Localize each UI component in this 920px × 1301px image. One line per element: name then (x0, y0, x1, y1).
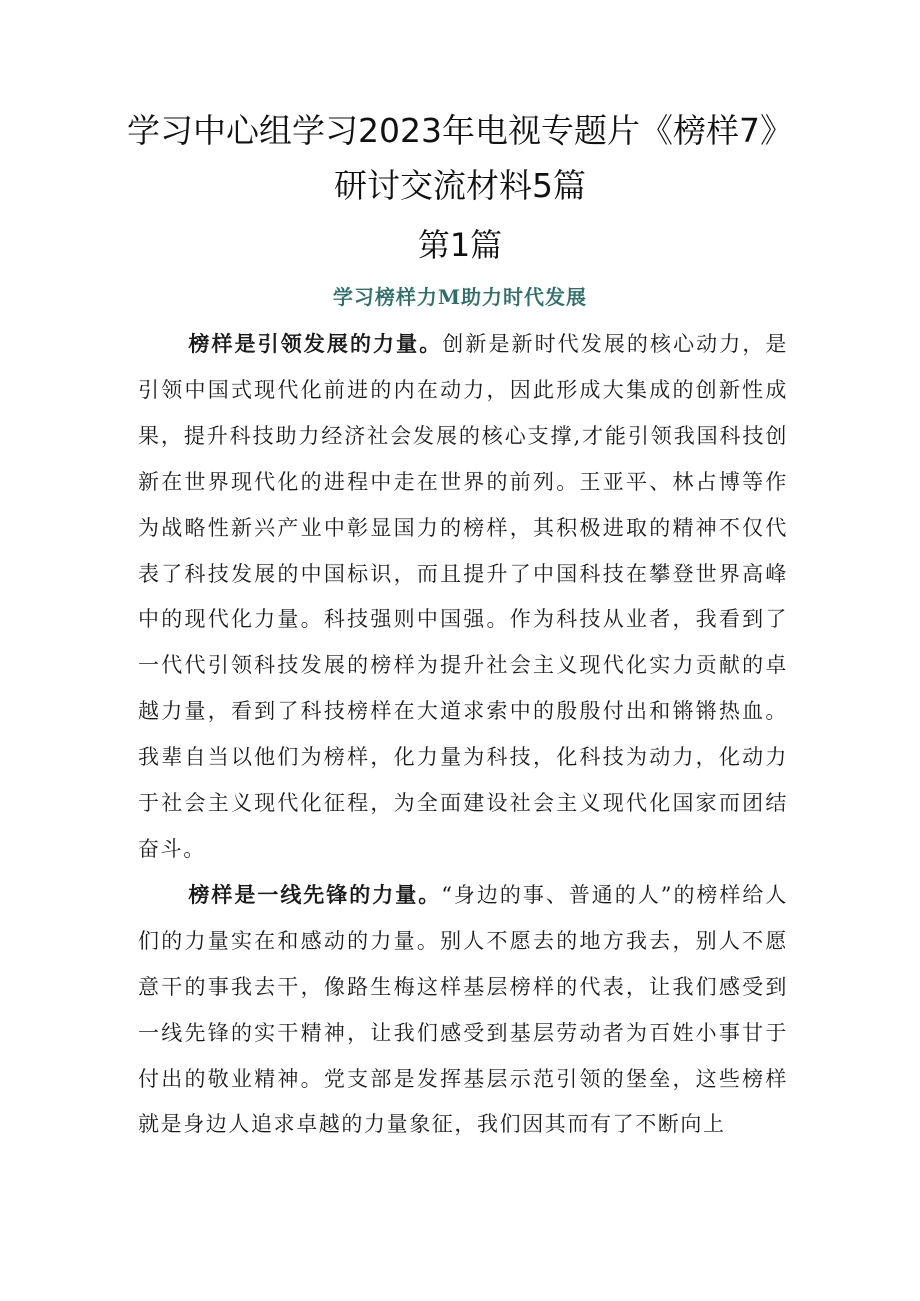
paragraph (138, 873, 788, 1148)
section-subtitle: 学习榜样力M助力时代发展 (332, 285, 588, 309)
paragraph (138, 322, 788, 873)
chapter-heading: 第1篇 (417, 226, 503, 264)
paragraph-text: “身边的事、普通的人”的榜样给人们的力量实在和感动的力量。别人不愿去的地方我去，别人不愿意干的事我去干，像路生梅这样基层榜样的代表，让我们感受到一线先锋的实干精神，让我们感受到基层劳动者为百姓小事甘于付出的敬业精神。党支部是发挥基层示范引领的堡垒，这些榜样就是身边人追求卓越的力量象征，我们因其而有了不断向上 (138, 882, 788, 1137)
document-body (138, 322, 788, 1148)
document-title: 学习中心组学习2023年电视专题片《榜样7》研讨交流材料5篇 (127, 111, 793, 205)
paragraph-text: 创新是新时代发展的核心动力，是引领中国式现代化前进的内在动力，因此形成大集成的创新性成果，提升科技助力经济社会发展的核心支撑,才能引领我国科技创新在世界现代化的进程中走在世界的前列。王亚平、林占博等作为战略性新兴产业中彰显国力的榜样，其积极进取的精神不仅代表了科技发展的中国标识，而且提升了中国科技在攀登世界高峰中的现代化力量。科技强则中国强。作为科技从业者，我看到了一代代引领科技发展的榜样为提升社会主义现代化实力贡献的卓越力量，看到了科技榜样在大道求索中的殷殷付出和锵锵热血。我辈自当以他们为榜样，化力量为科技，化科技为动力，化动力于社会主义现代化征程，为全面建设社会主义现代化国家而团结奋斗。 (138, 332, 788, 861)
paragraph-lead: 榜样是一线先锋的力量。 (188, 882, 442, 907)
paragraph-lead: 榜样是引领发展的力量。 (188, 332, 443, 356)
